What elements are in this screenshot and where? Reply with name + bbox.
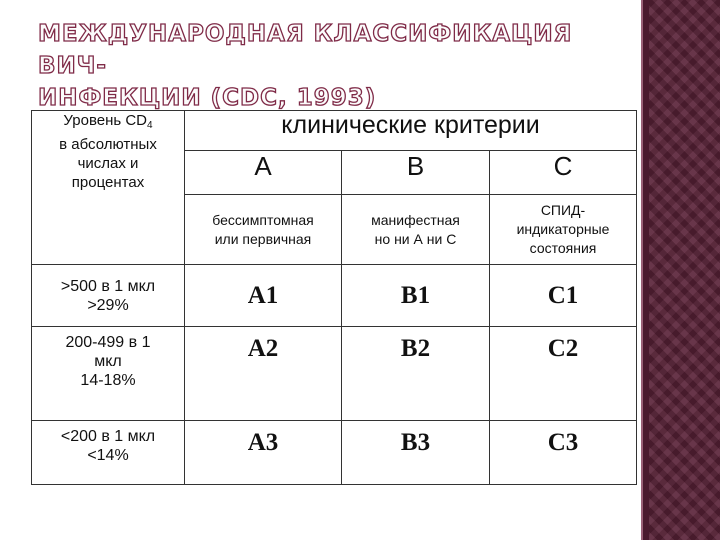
category-c-desc-line-2: индикаторные	[516, 221, 610, 237]
category-c-description	[490, 195, 637, 265]
sidebar-divider	[641, 0, 643, 540]
category-a: A	[185, 151, 342, 195]
sidebar-pattern	[649, 0, 720, 540]
code-c3: С3	[490, 421, 637, 485]
code-a1: А1	[185, 265, 342, 327]
row-1-label-line-2: >29%	[87, 296, 129, 314]
code-b1: В1	[342, 265, 490, 327]
table-row	[32, 421, 637, 485]
code-b3: В3	[342, 421, 490, 485]
cd4-header-line-2: в абсолютных	[59, 136, 157, 153]
category-b-desc-line-1: манифестная	[371, 211, 460, 228]
category-b-description	[342, 195, 490, 265]
row-2-label-line-1: 200-499 в 1	[65, 334, 151, 351]
category-b-desc-line-2: но ни А ни С	[374, 230, 457, 247]
page-title	[38, 18, 618, 114]
title-line-1: МЕЖДУНАРОДНАЯ КЛАССИФИКАЦИЯ ВИЧ-	[38, 21, 573, 79]
clinical-criteria-header: клинические критерии	[185, 111, 637, 151]
code-a2: А2	[185, 327, 342, 421]
category-b: B	[342, 151, 490, 195]
table-row	[32, 265, 637, 327]
category-c-desc-line-1: СПИД-	[540, 202, 586, 218]
row-3-label-line-1: <200 в 1 мкл	[60, 428, 156, 445]
category-a-description	[185, 195, 342, 265]
code-c1: С1	[490, 265, 637, 327]
title-line-2: ИНФЕКЦИИ (CDC, 1993)	[38, 85, 377, 111]
row-3-label-line-2: <14%	[87, 447, 129, 464]
row-2-label-line-3: 14-18%	[80, 372, 136, 389]
code-b2: В2	[342, 327, 490, 421]
cd4-header-cell	[32, 111, 185, 265]
decorative-sidebar	[641, 0, 720, 540]
category-c: C	[490, 151, 637, 195]
row-2-label-line-2: мкл	[94, 353, 122, 370]
cd4-label: Уровень CD	[63, 112, 148, 129]
cd4-subscript: 4	[147, 120, 153, 131]
cd4-header-line-1	[32, 111, 184, 135]
category-c-desc-line-3: состояния	[529, 240, 597, 256]
cd4-header-line-3: числах и	[77, 155, 139, 172]
cd4-header-line-4: процентах	[71, 174, 145, 191]
table-row	[32, 327, 637, 421]
header-row-criteria	[32, 111, 637, 151]
row-2-label	[32, 327, 185, 421]
code-a3: А3	[185, 421, 342, 485]
category-a-desc-line-2: или первичная	[214, 230, 312, 247]
category-a-desc-line-1: бессимптомная	[212, 211, 314, 228]
row-1-label-line-1: >500 в 1 мкл	[60, 277, 156, 295]
classification-table	[31, 110, 637, 485]
code-c2: С2	[490, 327, 637, 421]
row-1-label	[32, 265, 185, 327]
row-3-label	[32, 421, 185, 485]
